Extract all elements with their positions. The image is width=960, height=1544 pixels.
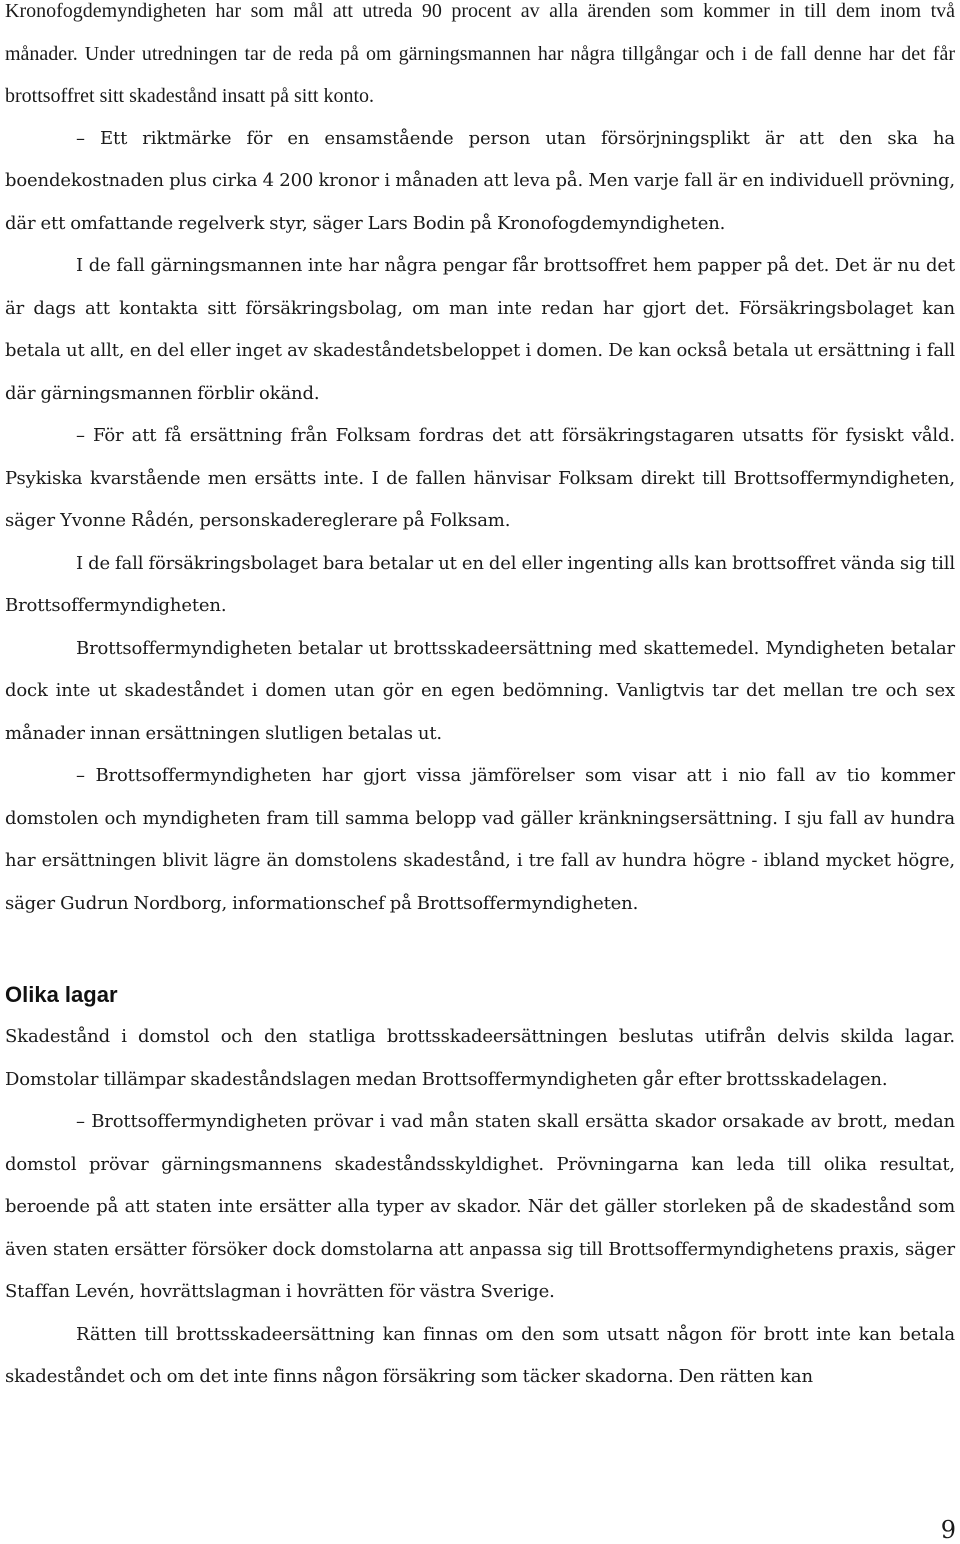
paragraph-quote-staffan-leven: – Brottsoffermyndigheten prövar i vad mån staten skall ersätta skador orsakade av brott, medan domstol prövar gärningsmannens skadeståndsskyldighet. Prövningarna kan leda till olika resultat, beroende på att staten inte ersätter alla typer av skador. När det gäller storleken på de skadestånd som även staten ersätter försöker dock domstolarna att anpassa sig till Brottsoffermyndighetens praxis, säger Staffan Levén, hovrättslagman i hovrätten för västra Sverige. <box>5 1111 955 1302</box>
paragraph-quote-lars-bodin: – Ett riktmärke för en ensamstående person utan försörjningsplikt är att den ska ha boendekostnaden plus cirka 4 200 kronor i månaden att leva på. Men varje fall är en individuell prövning, där ett omfattande regelverk styr, säger Lars Bodin på Kronofogdemyndigheten. <box>5 127 955 234</box>
section-heading: Olika lagar <box>5 982 118 1007</box>
paragraph-quote-gudrun-nordborg: – Brottsoffermyndigheten har gjort vissa jämförelser som visar att i nio fall av tio kommer domstolen och myndigheten fram till samma belopp vad gäller kränkningsersättning. I sju fall av hundra har ersättningen blivit lägre än domstolens skadestånd, i tre fall av hundra högre - ibland mycket högre, säger Gudrun Nordborg, informationschef på Brottsoffermyndigheten. <box>5 765 955 914</box>
article-body <box>5 0 955 925</box>
section-body <box>5 1016 955 1399</box>
paragraph-crime-compensation: Brottsoffermyndigheten betalar ut brottsskadeersättning med skattemedel. Myndigheten betalar dock inte ut skadeståndet i domen utan gör en egen bedömning. Vanligtvis tar det mellan tre och sex månader innan ersättningen slutligen betalas ut. <box>5 637 955 744</box>
paragraph-quote-yvonne-raden: – För att få ersättning från Folksam fordras det att försäkringstagaren utsatts för fysiskt våld. Psykiska kvarstående men ersätts inte. I de fallen hänvisar Folksam direkt till Brottsoffermyndigheten, säger Yvonne Rådén, personskadereglerare på Folksam. <box>5 425 955 531</box>
paragraph-insurance-contact: I de fall gärningsmannen inte har några pengar får brottsoffret hem papper på det. Det är nu det är dags att kontakta sitt försäkringsbolag, om man inte redan har gjort det. Försäkringsbolaget kan betala ut allt, en del eller inget av skadeståndetsbeloppet i domen. De kan också betala ut ersättning i fall där gärningsmannen förblir okänd. <box>5 255 955 404</box>
paragraph-turn-to-authority: I de fall försäkringsbolaget bara betalar ut en del eller ingenting alls kan brottsoffret vända sig till Brottsoffermyndigheten. <box>5 552 955 616</box>
page-number: 9 <box>940 1516 956 1544</box>
paragraph-kronofogden-goal: Kronofogdemyndigheten har som mål att utreda 90 procent av alla ärenden som kommer in till dem inom två månader. Under utredningen tar de reda på om gärningsmannen har några tillgångar och i de fall denne har det får brottsoffret sitt skadestånd insatt på sitt konto. <box>5 0 955 107</box>
paragraph-different-laws: Skadestånd i domstol och den statliga brottsskadeersättningen beslutas utifrån delvis skilda lagar. Domstolar tillämpar skadeståndslagen medan Brottsoffermyndigheten går efter brottsskadelagen. <box>5 1026 955 1090</box>
paragraph-right-to-compensation: Rätten till brottsskadeersättning kan finnas om den som utsatt någon för brott inte kan betala skadeståndet och om det inte finns någon försäkring som täcker skadorna. Den rätten kan <box>5 1323 955 1387</box>
